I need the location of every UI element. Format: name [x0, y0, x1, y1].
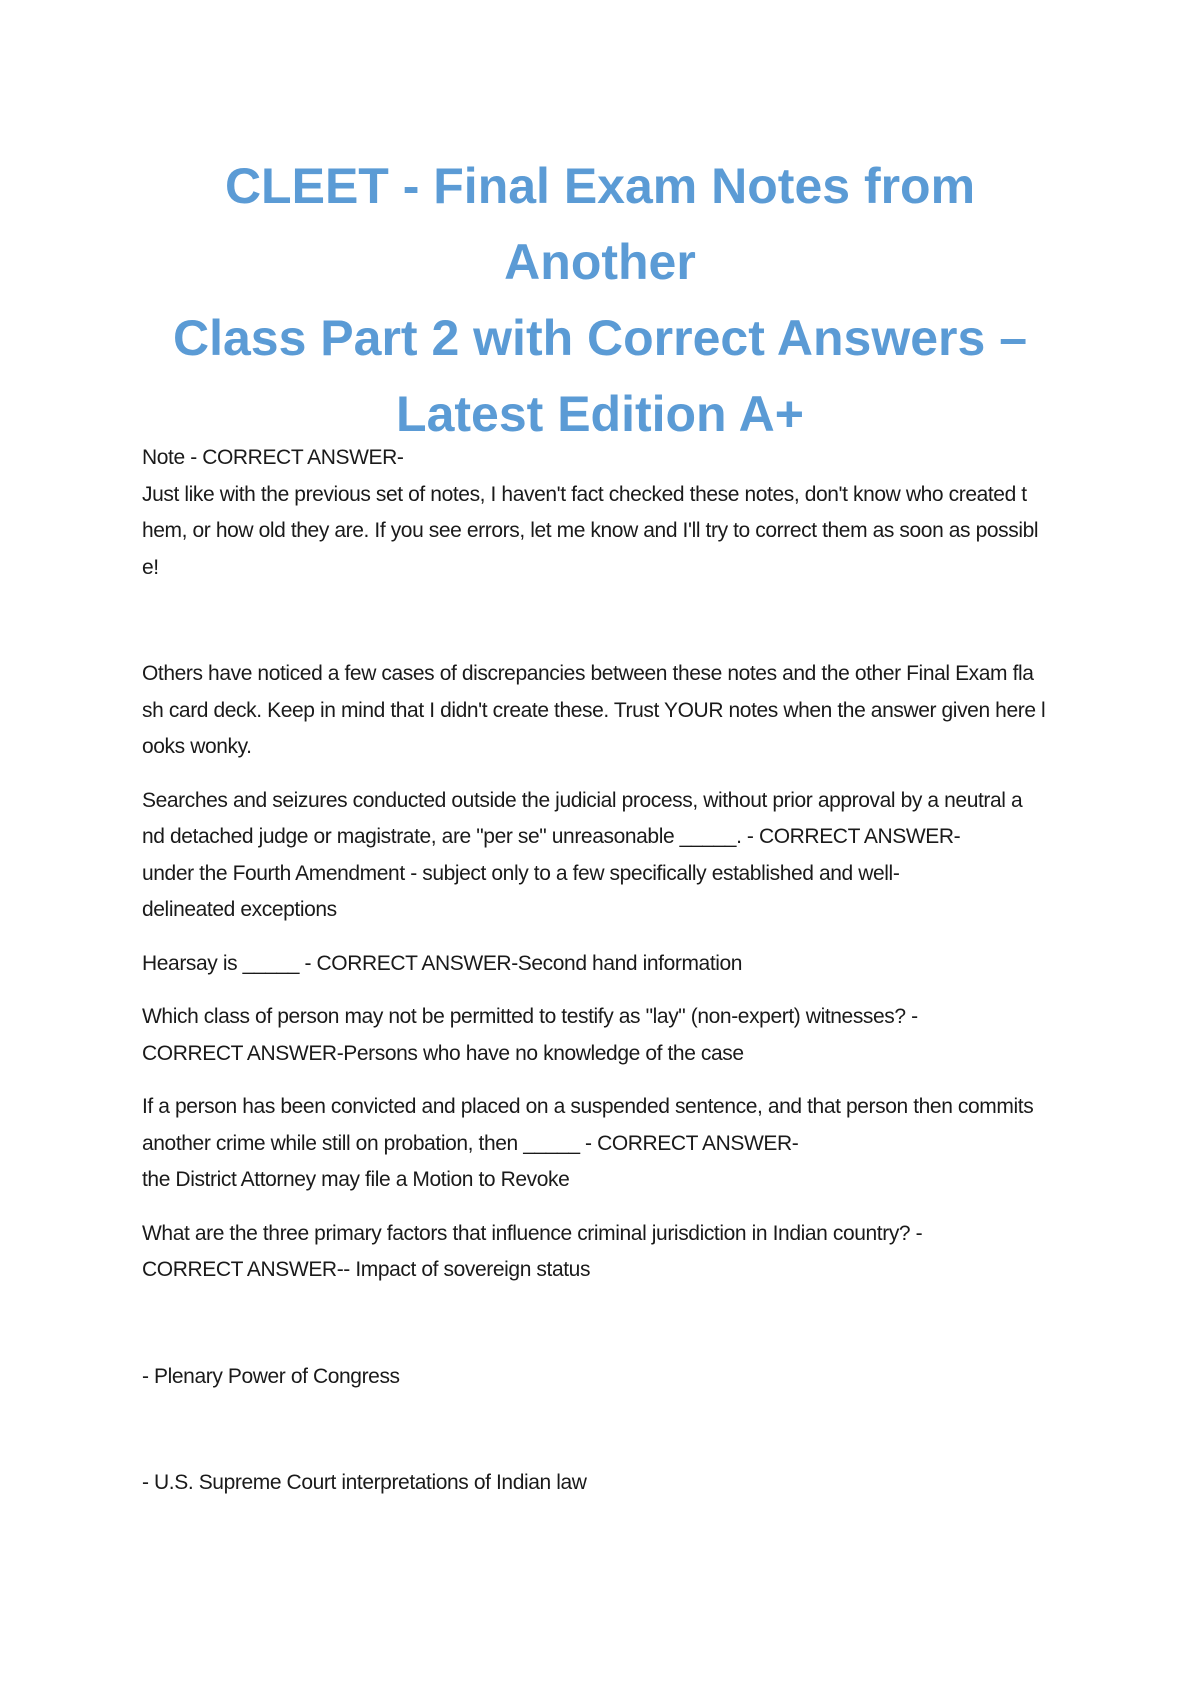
text-line: Hearsay is _____ - CORRECT ANSWER-Second hand information — [142, 951, 743, 975]
text-line: e! — [142, 555, 159, 579]
text-line: Just like with the previous set of notes, I haven't fact checked these notes, don't know who created t — [142, 482, 1027, 506]
title-line-3: Latest Edition A+ — [396, 386, 804, 442]
document-body — [142, 440, 1062, 1502]
document-title — [130, 148, 1070, 452]
text-line: sh card deck. Keep in mind that I didn't create these. Trust YOUR notes when the answer given here l — [142, 698, 1046, 722]
text-line: Others have noticed a few cases of discrepancies between these notes and the other Final Exam fla — [142, 662, 1034, 685]
text-line: nd detached judge or magistrate, are "per se" unreasonable _____. - CORRECT ANSWER- — [142, 825, 961, 848]
text-line: CORRECT ANSWER-- Impact of sovereign status — [142, 1258, 591, 1281]
text-line: delineated exceptions — [142, 898, 337, 921]
text-line: Searches and seizures conducted outside the judicial process, without prior approval by a neutral a — [142, 788, 1023, 812]
text-line: If a person has been convicted and placed on a suspended sentence, and that person then commits — [142, 1095, 1034, 1118]
text-line: another crime while still on probation, then _____ - CORRECT ANSWER- — [142, 1131, 799, 1155]
title-line-1: CLEET - Final Exam Notes from Another — [224, 158, 976, 290]
text-line: CORRECT ANSWER-Persons who have no knowledge of the case — [142, 1041, 744, 1065]
list-item: - Plenary Power of Congress — [142, 1364, 400, 1388]
text-line: Which class of person may not be permitted to testify as "lay" (non-expert) witnesses? - — [142, 1005, 918, 1028]
list-item: - U.S. Supreme Court interpretations of Indian law — [142, 1471, 587, 1494]
text-line: ooks wonky. — [142, 735, 252, 758]
text-line: Note - CORRECT ANSWER- — [142, 446, 404, 469]
text-line: hem, or how old they are. If you see errors, let me know and I'll try to correct them as soon as possibl — [142, 519, 1039, 542]
text-line: under the Fourth Amendment - subject only to a few specifically established and well- — [142, 861, 900, 885]
text-line: What are the three primary factors that influence criminal jurisdiction in Indian country? - — [142, 1221, 923, 1245]
text-line: the District Attorney may file a Motion to Revoke — [142, 1168, 570, 1191]
title-line-2: Class Part 2 with Correct Answers – — [172, 310, 1028, 366]
